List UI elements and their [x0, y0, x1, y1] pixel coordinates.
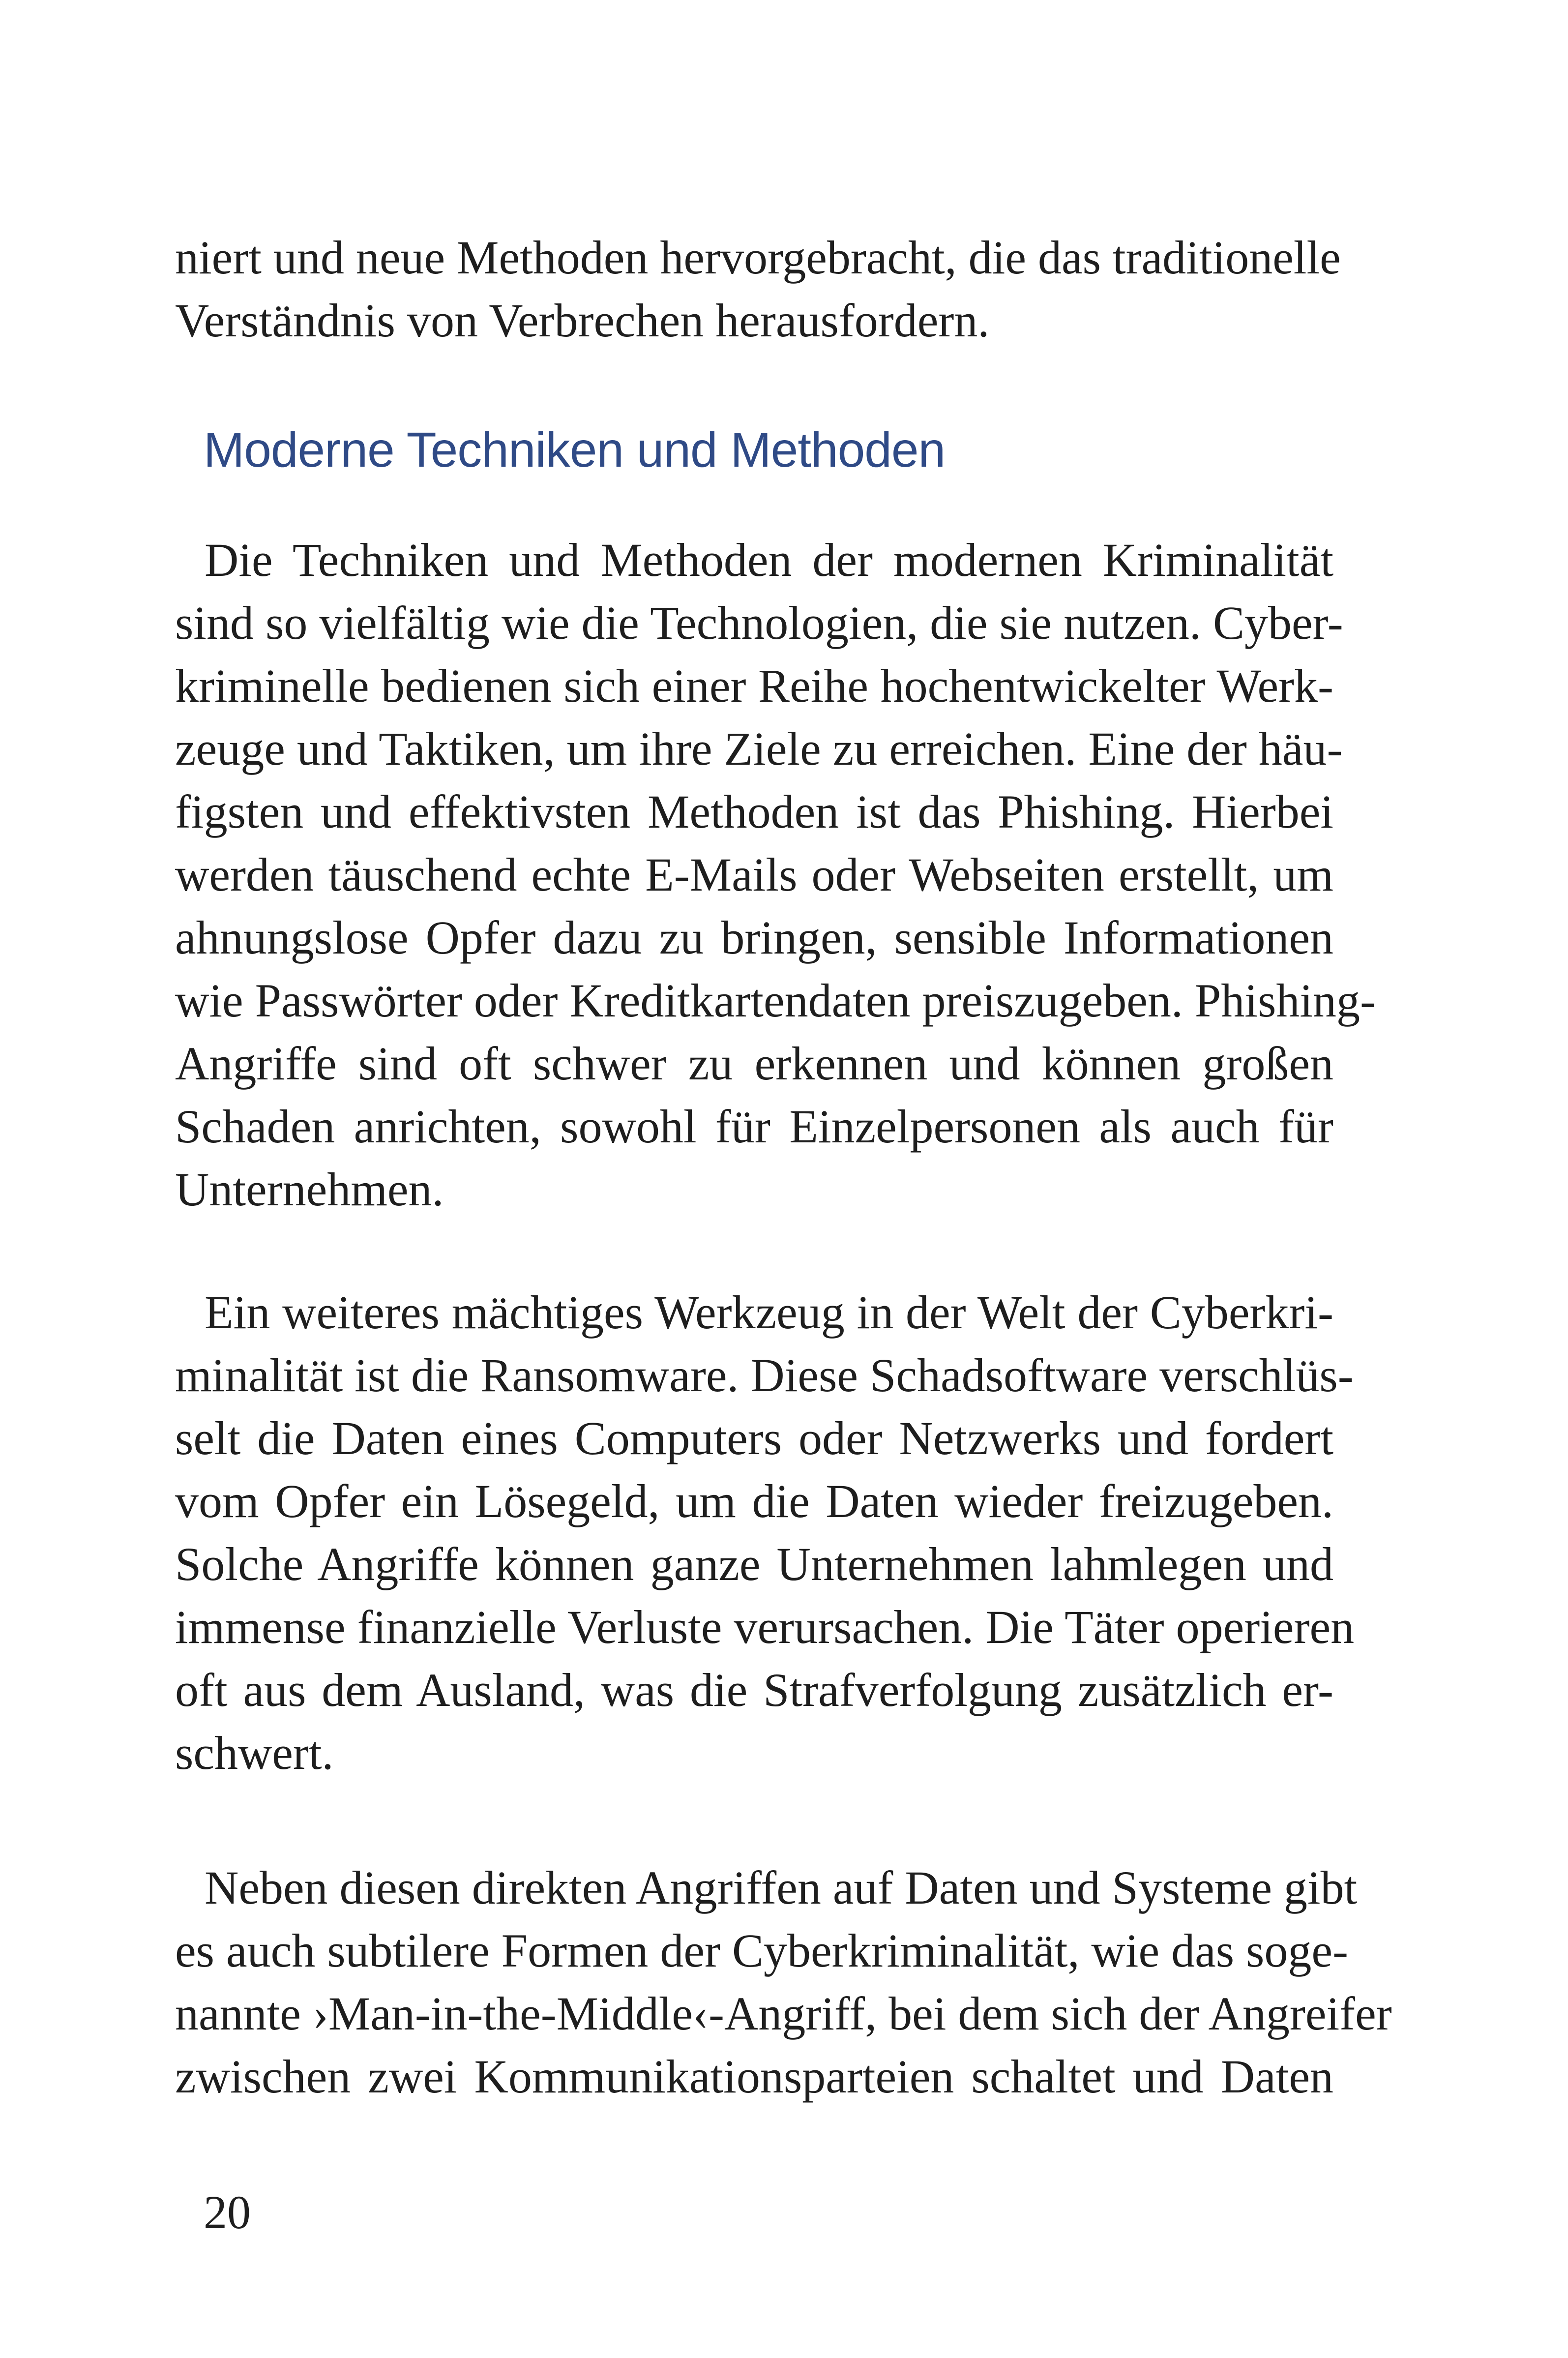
text-line: selt die Daten eines Computers oder Netzwerks und fordert [175, 1412, 1333, 1464]
text-line: oft aus dem Ausland, was die Strafverfolgung zusätzlich er- [175, 1664, 1333, 1716]
text-line: nannte ›Man-in-the-Middle‹-Angriff, bei dem sich der Angreifer [175, 1987, 1392, 2040]
text-line: ahnungslose Opfer dazu zu bringen, sensible Informationen [175, 911, 1333, 964]
text-line: immense finanzielle Verluste verursachen. Die Täter operieren [175, 1601, 1355, 1653]
paragraph-phishing [175, 529, 1376, 1221]
text-line: schwert. [175, 1727, 334, 1779]
text-line: sind so vielfältig wie die Technologien, die sie nutzen. Cyber- [175, 597, 1343, 649]
text-line: zeuge und Taktiken, um ihre Ziele zu erreichen. Eine der häu- [175, 722, 1343, 775]
text-line: figsten und effektivsten Methoden ist das Phishing. Hierbei [175, 785, 1333, 838]
text-line: vom Opfer ein Lösegeld, um die Daten wieder freizugeben. [175, 1475, 1333, 1527]
section-heading: Moderne Techniken und Methoden [204, 422, 946, 478]
text-line: niert und neue Methoden hervorgebracht, die das traditionelle [175, 231, 1341, 284]
text-line: Angriffe sind oft schwer zu erkennen und können großen [175, 1037, 1333, 1090]
text-line: Verständnis von Verbrechen herausfordern. [175, 294, 990, 347]
text-line: Ein weiteres mächtiges Werkzeug in der Welt der Cyberkri- [205, 1286, 1333, 1339]
text-line: Unternehmen. [175, 1163, 444, 1216]
text-line: Schaden anrichten, sowohl für Einzelpersonen als auch für [175, 1100, 1333, 1153]
text-line: Solche Angriffe können ganze Unternehmen lahmlegen und [175, 1538, 1333, 1590]
text-line: wie Passwörter oder Kreditkartendaten preiszugeben. Phishing- [175, 974, 1376, 1027]
text-line: Neben diesen direkten Angriffen auf Daten und Systeme gibt [205, 1861, 1358, 1914]
intro-paragraph [175, 226, 1341, 352]
paragraph-ransomware [175, 1281, 1355, 1785]
text-line: zwischen zwei Kommunikationsparteien schaltet und Daten [175, 2050, 1333, 2103]
text-line: Die Techniken und Methoden der modernen Kriminalität [205, 534, 1333, 586]
text-line: werden täuschend echte E-Mails oder Webseiten erstellt, um [175, 848, 1333, 901]
page-number: 20 [204, 2186, 251, 2239]
text-line: minalität ist die Ransomware. Diese Schadsoftware verschlüs- [175, 1349, 1354, 1402]
paragraph-man-in-the-middle [175, 1856, 1392, 2108]
text-line: es auch subtilere Formen der Cyberkriminalität, wie das soge- [175, 1924, 1348, 1977]
text-line: kriminelle bedienen sich einer Reihe hochentwickelter Werk- [175, 659, 1333, 712]
